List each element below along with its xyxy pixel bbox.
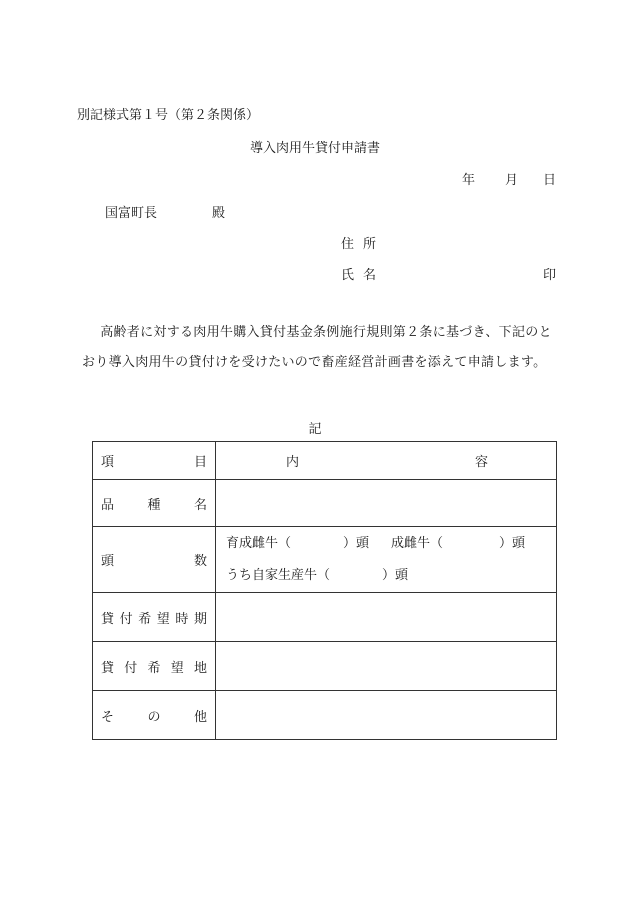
date-month-label: 月 bbox=[505, 173, 519, 188]
period-value-field[interactable] bbox=[216, 593, 557, 642]
label-char: の bbox=[147, 709, 161, 725]
label-char: 品 bbox=[101, 497, 115, 513]
head-count-label bbox=[93, 527, 216, 593]
header-char: 容 bbox=[474, 455, 488, 470]
name-label: 氏名 bbox=[341, 268, 386, 283]
adult-cow-unit: ）頭 bbox=[499, 535, 526, 551]
label-char: 付 bbox=[124, 660, 138, 676]
table-row-head-count bbox=[93, 527, 557, 593]
table-header-row bbox=[93, 442, 557, 480]
addressee-honorific: 殿 bbox=[212, 206, 226, 221]
table-row-breed bbox=[93, 480, 557, 527]
head-count-value-field[interactable] bbox=[216, 527, 557, 593]
breed-value-field[interactable] bbox=[216, 480, 557, 527]
home-bred-unit: ）頭 bbox=[382, 567, 409, 583]
label-char: 望 bbox=[156, 611, 170, 627]
place-label bbox=[93, 642, 216, 691]
label-char: 種 bbox=[147, 497, 161, 513]
addressee-name: 国富町長 bbox=[105, 206, 158, 221]
table-row-place bbox=[93, 642, 557, 691]
header-char: 内 bbox=[286, 455, 300, 470]
label-char: 貸 bbox=[101, 611, 115, 627]
label-char: 時 bbox=[175, 611, 189, 627]
label-char: 地 bbox=[193, 660, 207, 676]
application-details-table bbox=[92, 441, 557, 740]
other-value-field[interactable] bbox=[216, 691, 557, 740]
label-char: 望 bbox=[170, 660, 184, 676]
label-char: 名 bbox=[193, 497, 207, 513]
item-column-header bbox=[93, 442, 216, 480]
home-bred-label: うち自家生産牛（ bbox=[226, 567, 331, 583]
label-char: 他 bbox=[193, 709, 207, 725]
label-char: 貸 bbox=[101, 660, 115, 676]
table-row-other bbox=[93, 691, 557, 740]
form-reference: 別記様式第１号（第２条関係） bbox=[77, 108, 260, 123]
address-label: 住所 bbox=[341, 237, 386, 252]
label-char: 期 bbox=[193, 611, 207, 627]
label-char: そ bbox=[101, 709, 115, 725]
raised-heifer-unit: ）頭 bbox=[343, 535, 370, 551]
label-char: 希 bbox=[138, 611, 152, 627]
application-body-text: 高齢者に対する肉用牛購入貸付基金条例施行規則第２条に基づき、下記のとおり導入肉用牛の貸付けを受けたいので畜産経営計画書を添えて申請します。 bbox=[82, 325, 552, 370]
period-label bbox=[93, 593, 216, 642]
label-char: 頭 bbox=[101, 554, 115, 569]
table-row-period bbox=[93, 593, 557, 642]
head-count-line-1 bbox=[226, 528, 546, 560]
breed-label bbox=[93, 480, 216, 527]
label-char: 数 bbox=[193, 554, 207, 569]
place-value-field[interactable] bbox=[216, 642, 557, 691]
header-char: 目 bbox=[193, 455, 207, 470]
head-count-line-2 bbox=[226, 560, 546, 592]
document-title: 導入肉用牛貸付申請書 bbox=[249, 141, 380, 156]
content-column-header bbox=[216, 442, 557, 480]
date-day-label: 日 bbox=[543, 173, 557, 188]
header-char: 項 bbox=[101, 455, 115, 470]
seal-mark: 印 bbox=[543, 268, 557, 283]
raised-heifer-label: 育成雌牛（ bbox=[226, 535, 292, 551]
label-char: 付 bbox=[119, 611, 133, 627]
ki-heading: 記 bbox=[308, 422, 322, 437]
adult-cow-label: 成雌牛（ bbox=[391, 535, 444, 551]
other-label bbox=[93, 691, 216, 740]
label-char: 希 bbox=[147, 660, 161, 676]
date-year-label: 年 bbox=[462, 173, 476, 188]
